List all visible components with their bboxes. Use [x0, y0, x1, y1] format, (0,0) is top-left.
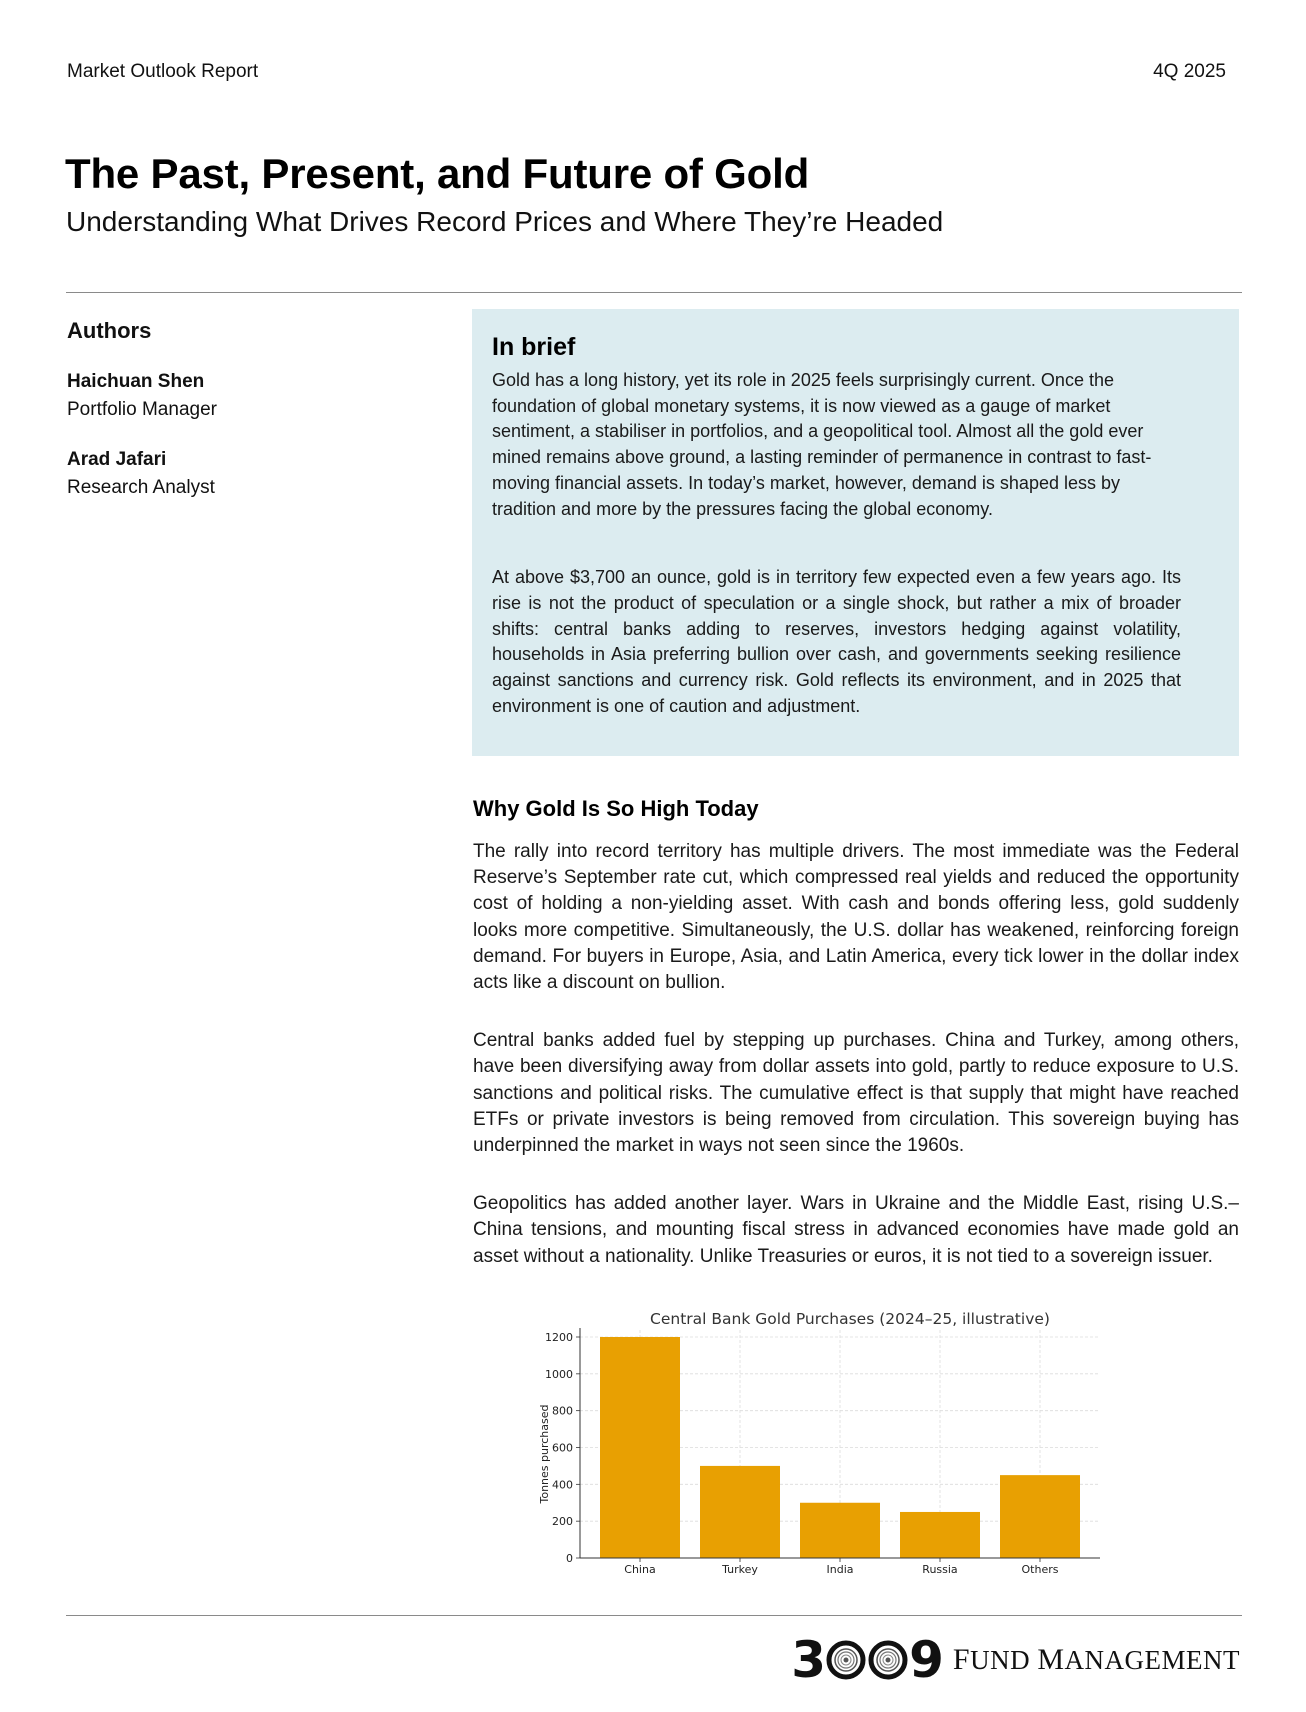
section-paragraph: Geopolitics has added another layer. Wars in Ukraine and the Middle East, rising U.S.–China tensions, and mounting fiscal stress in advanced economies have made gold an asset without a nationality. Unlike Treasuries or euros, it is not tied to a sovereign issuer. [473, 1193, 1239, 1267]
y-tick-label: 1000 [545, 1367, 573, 1381]
chart-y-axis-label: Tonnes purchased [538, 1404, 551, 1504]
logo-digit: 9 [909, 1631, 943, 1689]
x-tick-label: Russia [922, 1563, 958, 1576]
y-tick-label: 600 [552, 1441, 573, 1455]
y-tick-label: 800 [552, 1404, 573, 1418]
x-tick-label: India [826, 1563, 854, 1576]
bar-russia [900, 1512, 980, 1558]
x-tick-label: Others [1021, 1563, 1059, 1576]
bottom-divider [66, 1615, 1242, 1616]
page-title: The Past, Present, and Future of Gold [65, 150, 810, 197]
authors-panel [67, 318, 367, 524]
bar-india [800, 1503, 880, 1558]
author-entry [67, 446, 367, 502]
bar-turkey [700, 1466, 780, 1558]
top-divider [66, 292, 1242, 293]
purchases-chart [530, 1306, 1120, 1596]
y-tick-label: 1200 [545, 1331, 573, 1344]
author-entry [67, 368, 367, 424]
in-brief-paragraph: Gold has a long history, yet its role in 2025 feels surprisingly current. Once the foundation of global monetary systems, it is now viewed as a gauge of market sentiment, a stabiliser in portfolios, and a geopolitical tool. Almost all the gold ever mined remains above ground, a lasting reminder of permanence in contrast to fast-moving financial assets. In today’s market, however, demand is shaped less by tradition and more by the pressures facing the global economy. [492, 370, 1152, 519]
section-heading: Why Gold Is So High Today [473, 796, 759, 821]
bar-china [600, 1337, 680, 1558]
author-name: Haichuan Shen [67, 371, 205, 392]
section-paragraph: The rally into record territory has multiple drivers. The most immediate was the Federal Reserve’s September rate cut, which compressed real yields and reduced the opportunity cost of holding a non-yielding asset. With cash and bonds offering less, gold suddenly looks more competitive. Simultaneously, the U.S. dollar has weakened, reinforcing foreign demand. For buyers in Europe, Asia, and Latin America, every tick lower in the dollar index acts like a discount on bullion. [473, 841, 1239, 994]
logo-digit: 3 [791, 1631, 826, 1689]
bar-others [1000, 1475, 1080, 1558]
y-tick-label: 200 [552, 1515, 573, 1529]
in-brief-paragraph: At above $3,700 an ounce, gold is in territory few expected even a few years ago. Its rise is not the product of speculation or a single shock, but rather a mix of broader shifts: central banks adding to reserves, investors hedging against volatility, households in Asia preferring bullion over cash, and governments seeking resilience against sanctions and currency risk. Gold reflects its environment, and in 2025 that environment is one of caution and adjustment. [492, 567, 1181, 716]
page-subtitle: Understanding What Drives Record Prices and Where They’re Headed [66, 206, 944, 237]
report-quarter: 4Q 2025 [1153, 61, 1226, 82]
author-role: Research Analyst [67, 477, 215, 498]
x-tick-label: Turkey [722, 1563, 758, 1576]
chart-title: Central Bank Gold Purchases (2024–25, illustrative) [650, 1310, 1050, 1328]
y-tick-label: 400 [552, 1478, 573, 1492]
x-tick-label: China [624, 1563, 656, 1576]
chart-x-ticks [624, 1558, 1058, 1576]
y-tick-label: 0 [566, 1552, 573, 1565]
logo-ring-icon [826, 1640, 866, 1680]
author-name: Arad Jafari [67, 449, 167, 470]
in-brief-box [472, 309, 1239, 756]
author-role: Portfolio Manager [67, 399, 217, 420]
logo-wordmark: FUND MANAGEMENT [952, 1643, 1240, 1676]
report-type: Market Outlook Report [67, 61, 259, 82]
section-paragraph: Central banks added fuel by stepping up purchases. China and Turkey, among others, have been diversifying away from dollar assets into gold, partly to reduce exposure to U.S. sanctions and political risks. The cumulative effect is that supply that might have reached ETFs or private investors is being removed from circulation. This sovereign buying has underpinned the market in ways not seen since the 1960s. [473, 1030, 1239, 1157]
authors-heading: Authors [67, 318, 152, 343]
article-section [473, 796, 1239, 1270]
logo-mark [791, 1631, 943, 1689]
in-brief-heading: In brief [492, 333, 576, 361]
logo-ring-icon [868, 1640, 908, 1680]
company-logo [791, 1631, 1240, 1689]
chart-canvas [530, 1306, 1120, 1596]
